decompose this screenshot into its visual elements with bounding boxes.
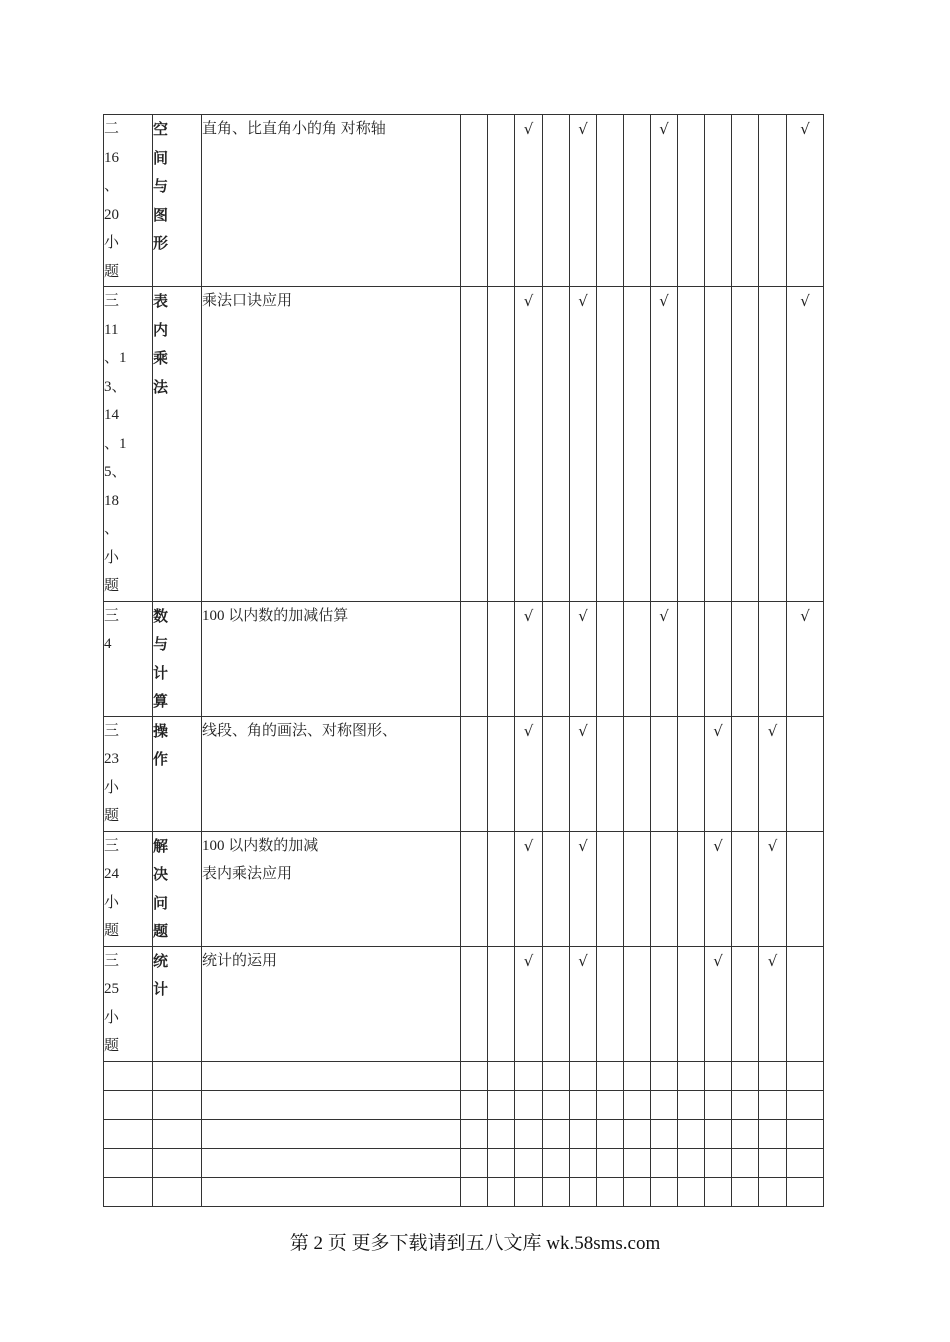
check-mark-cell bbox=[624, 601, 651, 716]
check-mark-cell: √ bbox=[787, 287, 824, 602]
check-mark-cell bbox=[543, 946, 570, 1061]
empty-cell bbox=[202, 1119, 461, 1148]
empty-cell bbox=[787, 1061, 824, 1090]
empty-cell bbox=[597, 1177, 624, 1206]
check-mark-cell bbox=[705, 601, 732, 716]
check-mark-cell bbox=[651, 831, 678, 946]
empty-cell bbox=[202, 1177, 461, 1206]
empty-cell bbox=[543, 1119, 570, 1148]
question-number-cell: 三 24 小 题 bbox=[104, 831, 153, 946]
empty-cell bbox=[543, 1177, 570, 1206]
check-mark-cell bbox=[624, 287, 651, 602]
table-row bbox=[104, 831, 824, 946]
empty-cell bbox=[705, 1177, 732, 1206]
empty-cell bbox=[202, 1061, 461, 1090]
check-mark-cell bbox=[488, 287, 515, 602]
table-body bbox=[104, 115, 824, 1207]
check-mark-cell bbox=[543, 601, 570, 716]
empty-cell bbox=[543, 1061, 570, 1090]
empty-cell bbox=[202, 1148, 461, 1177]
check-mark-cell bbox=[543, 831, 570, 946]
empty-cell bbox=[153, 1177, 202, 1206]
check-mark-cell bbox=[624, 831, 651, 946]
check-mark-cell bbox=[624, 946, 651, 1061]
empty-cell bbox=[515, 1177, 543, 1206]
table-row bbox=[104, 601, 824, 716]
content-cell: 100 以内数的加减 表内乘法应用 bbox=[202, 831, 461, 946]
check-mark-cell bbox=[732, 716, 759, 831]
check-mark-cell bbox=[543, 115, 570, 287]
empty-cell bbox=[104, 1148, 153, 1177]
empty-cell bbox=[488, 1119, 515, 1148]
empty-cell bbox=[705, 1148, 732, 1177]
question-number-cell: 三 25 小 题 bbox=[104, 946, 153, 1061]
question-number-cell: 三 11 、1 3、 14 、1 5、 18 、 小 题 bbox=[104, 287, 153, 602]
empty-cell bbox=[543, 1090, 570, 1119]
empty-cell bbox=[515, 1061, 543, 1090]
check-mark-cell bbox=[488, 115, 515, 287]
check-mark-cell bbox=[651, 716, 678, 831]
assessment-table bbox=[103, 114, 824, 1207]
empty-cell bbox=[488, 1061, 515, 1090]
empty-cell bbox=[705, 1090, 732, 1119]
empty-cell bbox=[570, 1061, 597, 1090]
check-mark-cell bbox=[759, 115, 787, 287]
empty-cell bbox=[153, 1061, 202, 1090]
empty-cell bbox=[787, 1148, 824, 1177]
empty-cell bbox=[515, 1148, 543, 1177]
check-mark-cell bbox=[732, 831, 759, 946]
empty-cell bbox=[732, 1148, 759, 1177]
check-mark-cell: √ bbox=[759, 716, 787, 831]
category-cell: 解 决 问 题 bbox=[153, 831, 202, 946]
check-mark-cell bbox=[678, 287, 705, 602]
check-mark-cell bbox=[461, 946, 488, 1061]
empty-cell bbox=[570, 1119, 597, 1148]
table-row bbox=[104, 946, 824, 1061]
question-number-cell: 三 4 bbox=[104, 601, 153, 716]
empty-table-row bbox=[104, 1119, 824, 1148]
empty-cell bbox=[759, 1119, 787, 1148]
content-cell: 乘法口诀应用 bbox=[202, 287, 461, 602]
check-mark-cell bbox=[461, 115, 488, 287]
check-mark-cell bbox=[543, 716, 570, 831]
empty-cell bbox=[104, 1119, 153, 1148]
table-row bbox=[104, 287, 824, 602]
check-mark-cell bbox=[488, 601, 515, 716]
check-mark-cell: √ bbox=[515, 831, 543, 946]
empty-cell bbox=[787, 1090, 824, 1119]
empty-cell bbox=[488, 1090, 515, 1119]
check-mark-cell bbox=[461, 601, 488, 716]
empty-cell bbox=[732, 1061, 759, 1090]
check-mark-cell: √ bbox=[515, 601, 543, 716]
empty-cell bbox=[461, 1061, 488, 1090]
empty-cell bbox=[570, 1177, 597, 1206]
check-mark-cell: √ bbox=[651, 601, 678, 716]
empty-cell bbox=[461, 1090, 488, 1119]
check-mark-cell: √ bbox=[787, 115, 824, 287]
check-mark-cell bbox=[705, 115, 732, 287]
empty-cell bbox=[570, 1148, 597, 1177]
check-mark-cell: √ bbox=[705, 716, 732, 831]
empty-cell bbox=[104, 1177, 153, 1206]
check-mark-cell bbox=[488, 831, 515, 946]
empty-cell bbox=[597, 1119, 624, 1148]
empty-cell bbox=[678, 1090, 705, 1119]
check-mark-cell bbox=[759, 287, 787, 602]
empty-cell bbox=[651, 1090, 678, 1119]
category-cell: 表 内 乘 法 bbox=[153, 287, 202, 602]
check-mark-cell: √ bbox=[570, 601, 597, 716]
check-mark-cell bbox=[732, 287, 759, 602]
check-mark-cell bbox=[759, 601, 787, 716]
empty-cell bbox=[597, 1148, 624, 1177]
check-mark-cell bbox=[732, 115, 759, 287]
check-mark-cell bbox=[597, 115, 624, 287]
check-mark-cell: √ bbox=[515, 287, 543, 602]
empty-cell bbox=[705, 1119, 732, 1148]
check-mark-cell bbox=[461, 716, 488, 831]
empty-cell bbox=[678, 1061, 705, 1090]
empty-cell bbox=[624, 1148, 651, 1177]
empty-cell bbox=[104, 1061, 153, 1090]
question-number-cell: 二 16 、 20 小 题 bbox=[104, 115, 153, 287]
empty-cell bbox=[624, 1061, 651, 1090]
category-cell: 统 计 bbox=[153, 946, 202, 1061]
empty-cell bbox=[705, 1061, 732, 1090]
check-mark-cell: √ bbox=[570, 287, 597, 602]
empty-table-row bbox=[104, 1148, 824, 1177]
check-mark-cell bbox=[651, 946, 678, 1061]
empty-cell bbox=[488, 1177, 515, 1206]
empty-cell bbox=[651, 1148, 678, 1177]
check-mark-cell: √ bbox=[651, 115, 678, 287]
check-mark-cell: √ bbox=[759, 946, 787, 1061]
check-mark-cell bbox=[678, 831, 705, 946]
empty-table-row bbox=[104, 1061, 824, 1090]
empty-cell bbox=[153, 1090, 202, 1119]
check-mark-cell bbox=[787, 946, 824, 1061]
check-mark-cell: √ bbox=[759, 831, 787, 946]
empty-cell bbox=[651, 1177, 678, 1206]
empty-cell bbox=[678, 1148, 705, 1177]
empty-cell bbox=[787, 1119, 824, 1148]
empty-cell bbox=[597, 1061, 624, 1090]
check-mark-cell bbox=[597, 946, 624, 1061]
check-mark-cell bbox=[461, 287, 488, 602]
empty-cell bbox=[759, 1177, 787, 1206]
empty-cell bbox=[678, 1119, 705, 1148]
empty-cell bbox=[678, 1177, 705, 1206]
empty-cell bbox=[488, 1148, 515, 1177]
empty-cell bbox=[153, 1148, 202, 1177]
check-mark-cell: √ bbox=[570, 716, 597, 831]
empty-cell bbox=[624, 1090, 651, 1119]
check-mark-cell: √ bbox=[570, 831, 597, 946]
empty-cell bbox=[651, 1061, 678, 1090]
empty-cell bbox=[759, 1148, 787, 1177]
check-mark-cell bbox=[488, 946, 515, 1061]
check-mark-cell bbox=[732, 946, 759, 1061]
check-mark-cell: √ bbox=[705, 831, 732, 946]
content-cell: 直角、比直角小的角 对称轴 bbox=[202, 115, 461, 287]
check-mark-cell bbox=[787, 831, 824, 946]
category-cell: 操 作 bbox=[153, 716, 202, 831]
empty-cell bbox=[153, 1119, 202, 1148]
empty-cell bbox=[461, 1119, 488, 1148]
content-cell: 统计的运用 bbox=[202, 946, 461, 1061]
empty-cell bbox=[624, 1177, 651, 1206]
empty-cell bbox=[624, 1119, 651, 1148]
check-mark-cell bbox=[678, 946, 705, 1061]
content-cell: 线段、角的画法、对称图形、 bbox=[202, 716, 461, 831]
check-mark-cell bbox=[732, 601, 759, 716]
check-mark-cell: √ bbox=[570, 946, 597, 1061]
check-mark-cell bbox=[597, 287, 624, 602]
check-mark-cell bbox=[624, 716, 651, 831]
check-mark-cell: √ bbox=[705, 946, 732, 1061]
check-mark-cell bbox=[787, 716, 824, 831]
empty-table-row bbox=[104, 1177, 824, 1206]
empty-cell bbox=[732, 1177, 759, 1206]
table-row bbox=[104, 115, 824, 287]
content-cell: 100 以内数的加减估算 bbox=[202, 601, 461, 716]
empty-cell bbox=[759, 1090, 787, 1119]
check-mark-cell bbox=[461, 831, 488, 946]
empty-cell bbox=[759, 1061, 787, 1090]
question-number-cell: 三 23 小 题 bbox=[104, 716, 153, 831]
check-mark-cell: √ bbox=[515, 115, 543, 287]
check-mark-cell: √ bbox=[787, 601, 824, 716]
category-cell: 空 间 与 图 形 bbox=[153, 115, 202, 287]
empty-cell bbox=[515, 1090, 543, 1119]
check-mark-cell: √ bbox=[651, 287, 678, 602]
empty-cell bbox=[202, 1090, 461, 1119]
empty-cell bbox=[597, 1090, 624, 1119]
empty-cell bbox=[732, 1119, 759, 1148]
check-mark-cell bbox=[678, 716, 705, 831]
empty-cell bbox=[461, 1148, 488, 1177]
check-mark-cell bbox=[597, 601, 624, 716]
check-mark-cell: √ bbox=[515, 946, 543, 1061]
check-mark-cell: √ bbox=[570, 115, 597, 287]
empty-cell bbox=[515, 1119, 543, 1148]
empty-cell bbox=[104, 1090, 153, 1119]
check-mark-cell bbox=[624, 115, 651, 287]
page-footer: 第 2 页 更多下载请到五八文库 wk.58sms.com bbox=[289, 1233, 661, 1254]
check-mark-cell bbox=[705, 287, 732, 602]
check-mark-cell bbox=[678, 115, 705, 287]
empty-cell bbox=[651, 1119, 678, 1148]
category-cell: 数 与 计 算 bbox=[153, 601, 202, 716]
check-mark-cell bbox=[597, 831, 624, 946]
empty-cell bbox=[543, 1148, 570, 1177]
table-row bbox=[104, 716, 824, 831]
check-mark-cell bbox=[543, 287, 570, 602]
empty-cell bbox=[461, 1177, 488, 1206]
check-mark-cell: √ bbox=[515, 716, 543, 831]
check-mark-cell bbox=[597, 716, 624, 831]
check-mark-cell bbox=[488, 716, 515, 831]
empty-cell bbox=[787, 1177, 824, 1206]
empty-cell bbox=[570, 1090, 597, 1119]
check-mark-cell bbox=[678, 601, 705, 716]
empty-table-row bbox=[104, 1090, 824, 1119]
empty-cell bbox=[732, 1090, 759, 1119]
